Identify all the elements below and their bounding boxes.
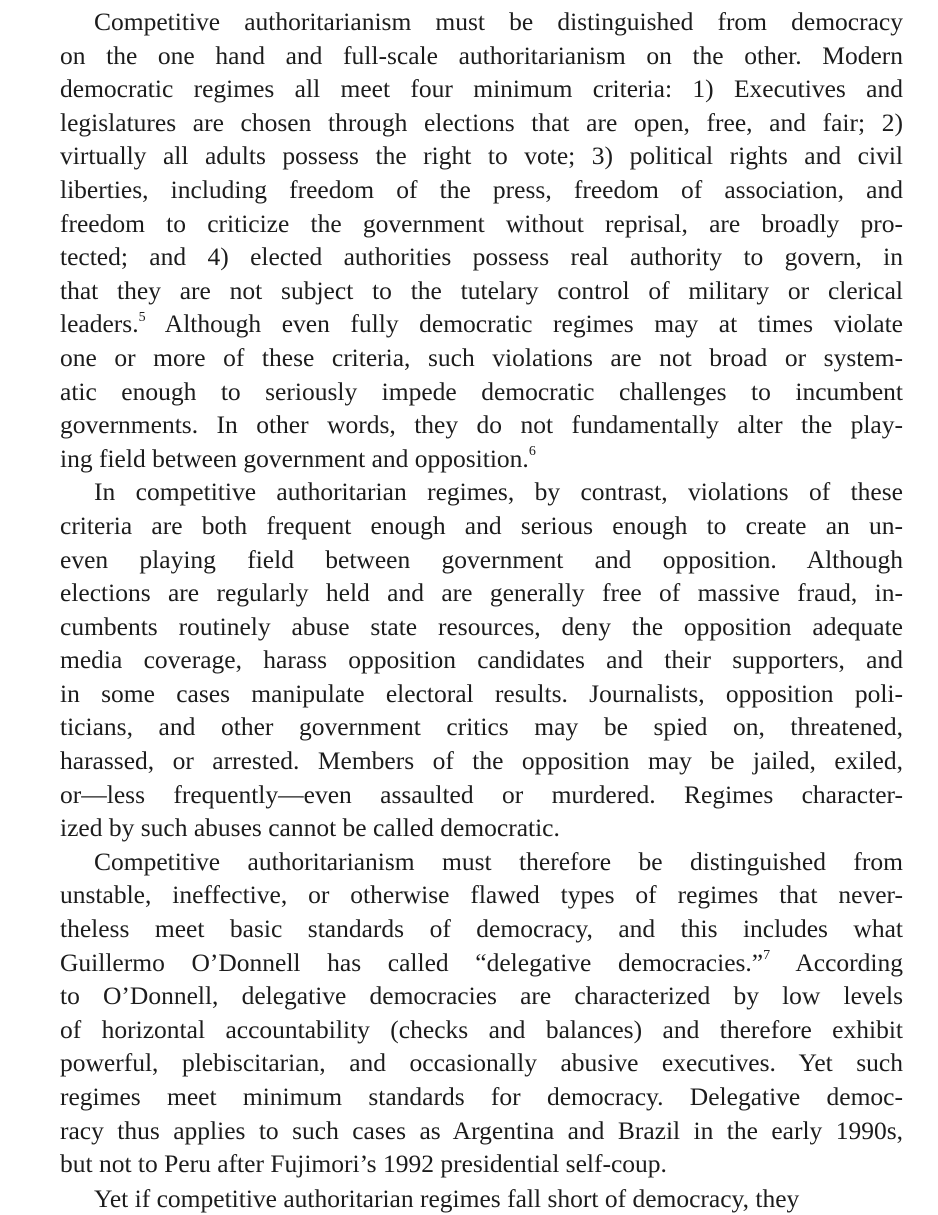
text-line: of horizontal accountability (checks and balances) and therefore exhibit xyxy=(60,1014,903,1044)
text-line: or—less frequently—even assaulted or murdered. Regimes character- xyxy=(60,779,903,809)
text-line: racy thus applies to such cases as Argentina and Brazil in the early 1990s, xyxy=(60,1115,903,1145)
text-line: liberties, including freedom of the press, freedom of association, and xyxy=(60,174,903,204)
text-segment: ing field between government and opposition. xyxy=(60,443,529,473)
footnote-marker[interactable]: 5 xyxy=(138,309,146,325)
text-line: tected; and 4) elected authorities possess real authority to govern, in xyxy=(60,242,903,272)
text-line: cumbents routinely abuse state resources, deny the opposition adequate xyxy=(60,611,903,641)
text-line: elections are regularly held and are generally free of massive fraud, in- xyxy=(60,578,903,608)
paragraph-4 xyxy=(60,1182,903,1213)
text-line xyxy=(60,946,903,980)
text-line: criteria are both frequent enough and serious enough to create an un- xyxy=(60,510,903,540)
text-line: harassed, or arrested. Members of the opposition may be jailed, exiled, xyxy=(60,746,903,776)
text-line: Competitive authoritarianism must be distinguished from democracy xyxy=(94,7,903,36)
text-line: theless meet basic standards of democracy, and this includes what xyxy=(60,914,903,944)
text-line: that they are not subject to the tutelary control of military or clerical xyxy=(60,275,903,305)
text-line: atic enough to seriously impede democratic challenges to incumbent xyxy=(60,376,903,406)
text-line: even playing field between government and opposition. Although xyxy=(60,544,903,574)
footnote-marker[interactable]: 6 xyxy=(528,444,536,460)
text-line: in some cases manipulate electoral results. Journalists, opposition poli- xyxy=(60,678,903,708)
text-line: media coverage, harass opposition candidates and their supporters, and xyxy=(60,645,903,675)
paragraph-1 xyxy=(60,5,903,475)
text-line: one or more of these criteria, such violations are not broad or system- xyxy=(60,342,903,372)
text-line-cut-off: Yet if competitive authoritarian regimes fall short of democracy, they xyxy=(94,1183,800,1213)
text-line xyxy=(60,307,903,341)
text-line: powerful, plebiscitarian, and occasionally abusive executives. Yet such xyxy=(60,1048,903,1078)
text-segment: Although even fully democratic regimes may at times violate xyxy=(164,309,903,339)
text-line: unstable, ineffective, or otherwise flawed types of regimes that never- xyxy=(60,880,903,910)
text-line: In competitive authoritarian regimes, by contrast, violations of these xyxy=(94,477,903,507)
paragraph-3 xyxy=(60,845,903,1181)
text-line: governments. In other words, they do not fundamentally alter the play- xyxy=(60,410,903,440)
text-segment: According xyxy=(795,947,904,977)
text-line xyxy=(60,442,903,476)
text-line: virtually all adults possess the right to vote; 3) political rights and civil xyxy=(60,141,903,171)
text-line: legislatures are chosen through elections that are open, free, and fair; 2) xyxy=(60,107,903,137)
text-line: ized by such abuses cannot be called democratic. xyxy=(60,813,560,843)
text-segment: Guillermo O’Donnell has called “delegative democracies.” xyxy=(60,947,764,977)
text-line: ticians, and other government critics may be spied on, threatened, xyxy=(60,712,903,742)
text-line: Competitive authoritarianism must therefore be distinguished from xyxy=(94,846,903,876)
text-line: regimes meet minimum standards for democracy. Delegative democ- xyxy=(60,1082,903,1111)
paragraph-2 xyxy=(60,475,903,845)
text-line: to O’Donnell, delegative democracies are characterized by low levels xyxy=(60,981,903,1011)
text-segment: leaders. xyxy=(60,309,139,339)
text-line: on the one hand and full-scale authoritarianism on the other. Modern xyxy=(60,40,903,70)
text-line: freedom to criticize the government without reprisal, are broadly pro- xyxy=(60,208,903,238)
footnote-marker[interactable]: 7 xyxy=(763,948,771,964)
document-page xyxy=(60,5,904,1213)
text-line: democratic regimes all meet four minimum criteria: 1) Executives and xyxy=(60,74,903,104)
text-line: but not to Peru after Fujimori’s 1992 presidential self-coup. xyxy=(60,1149,667,1179)
